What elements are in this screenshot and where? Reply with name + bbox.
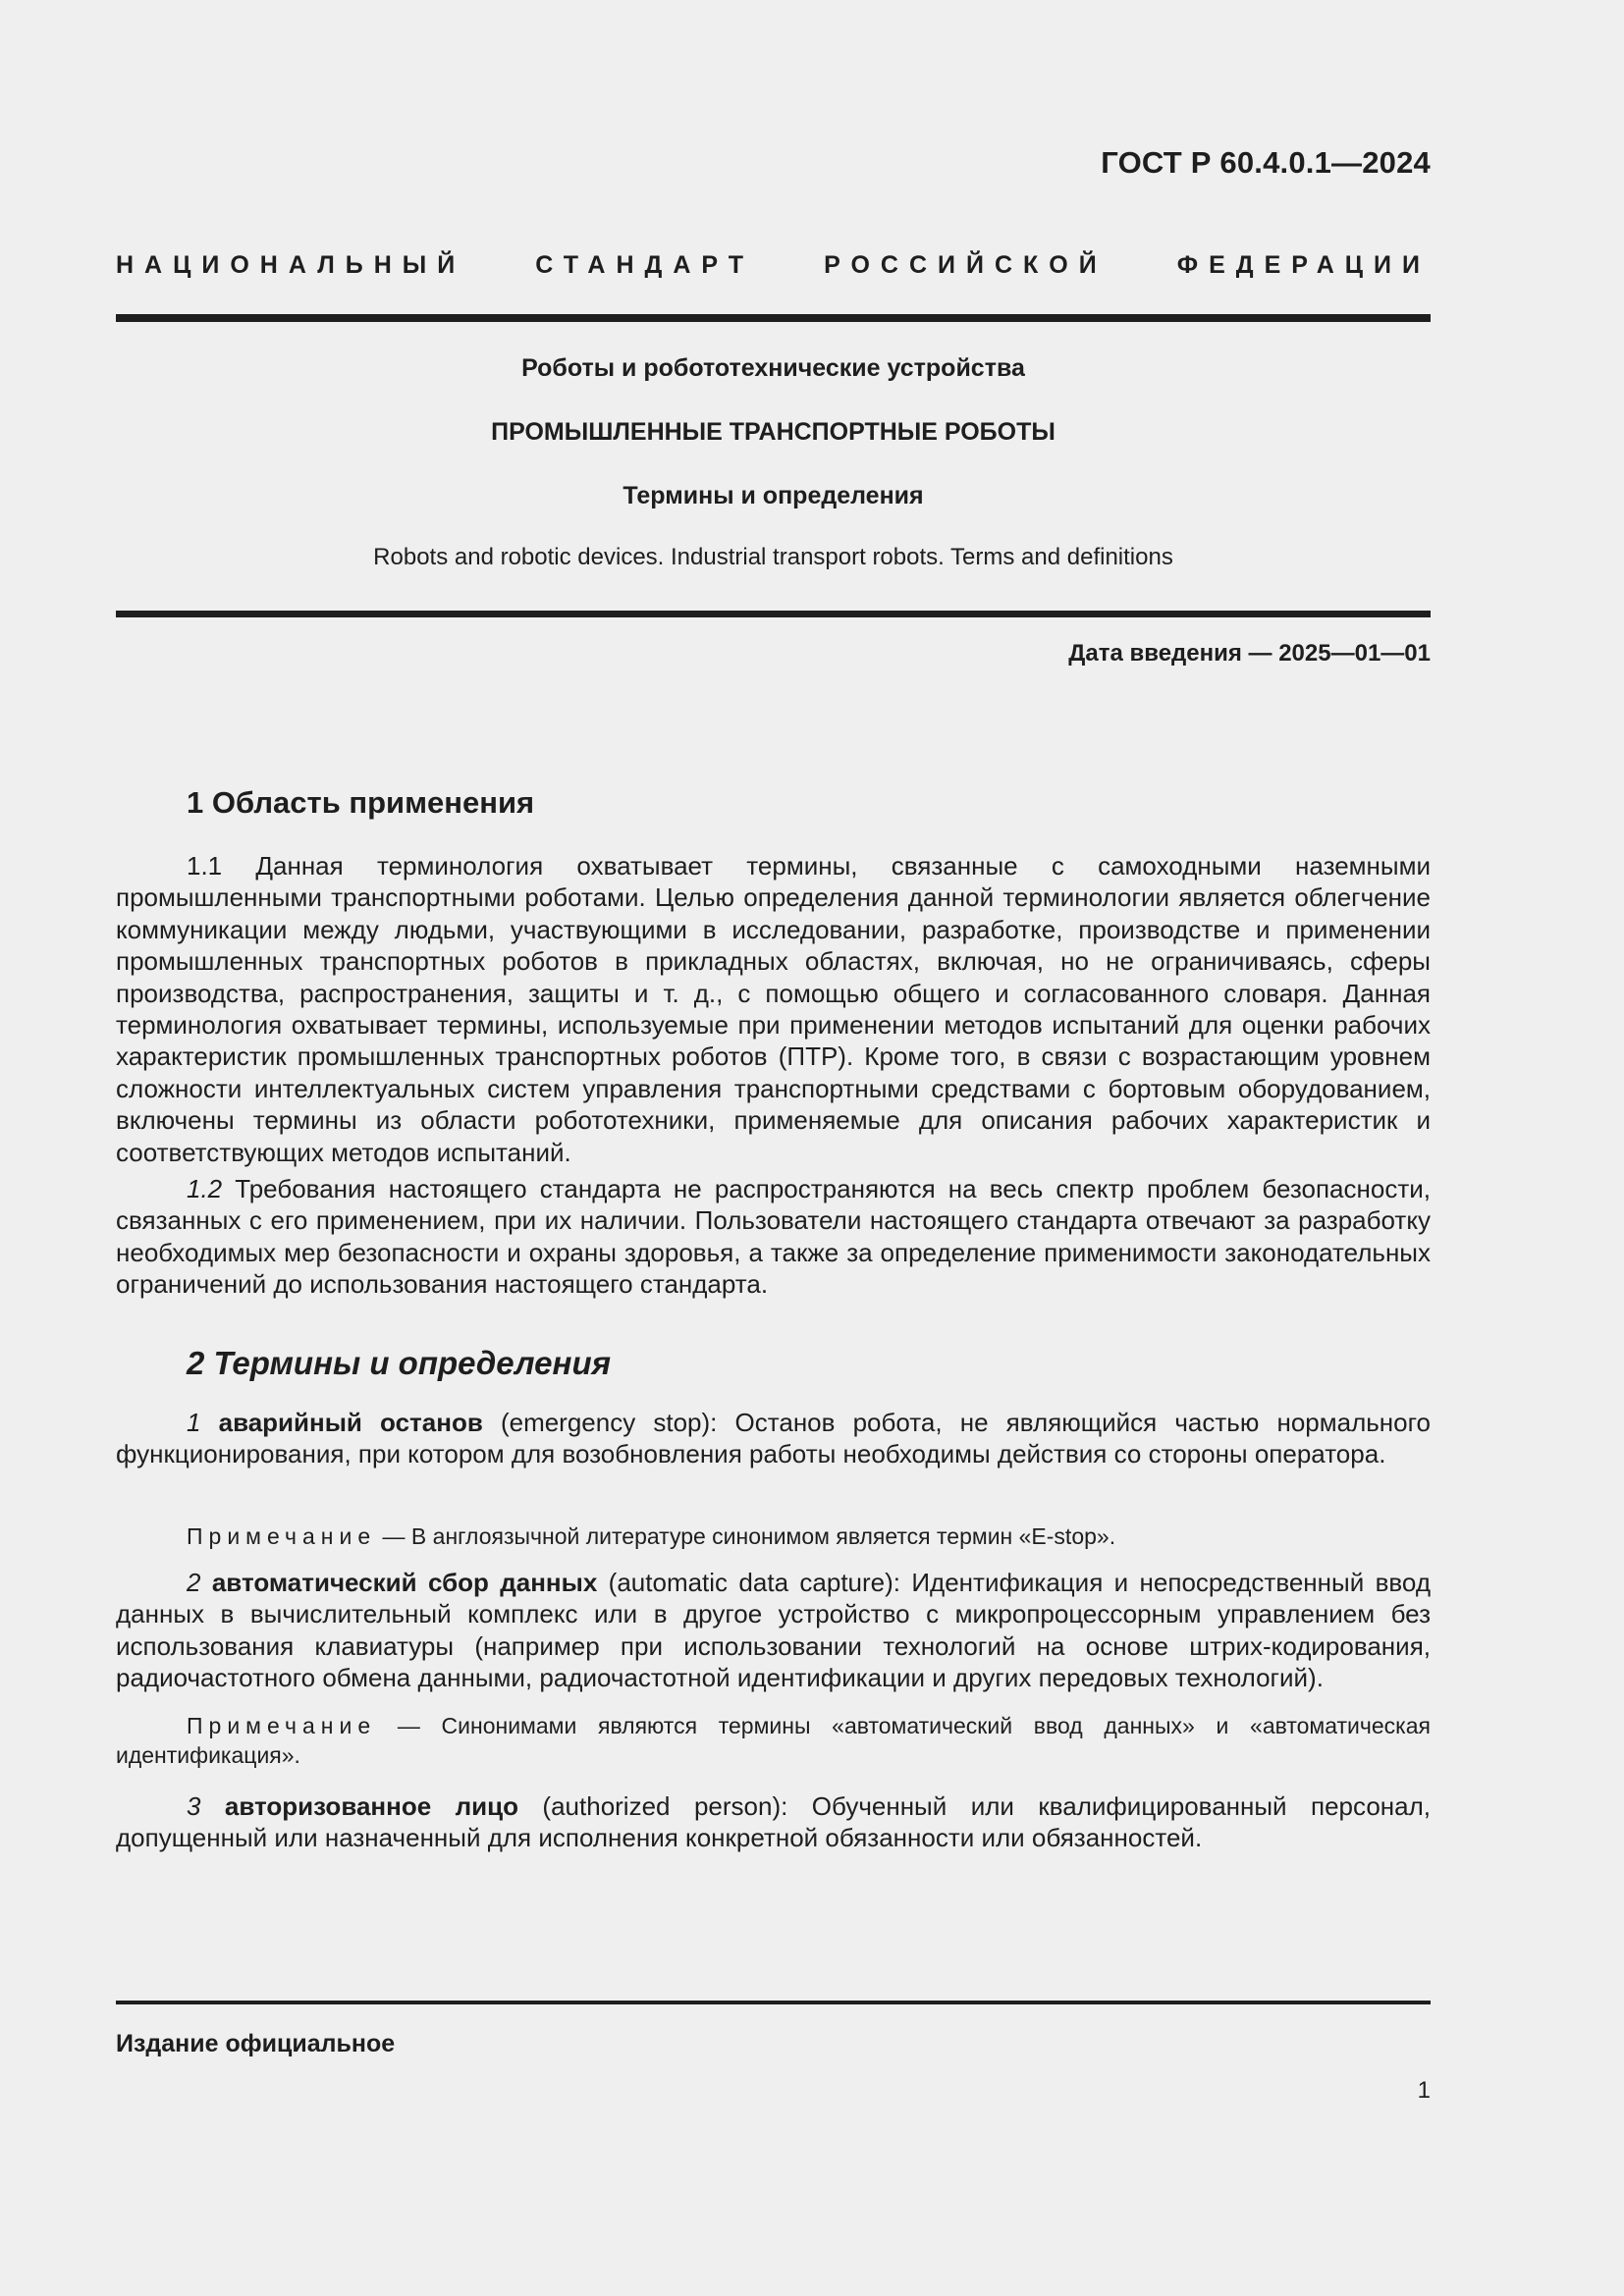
title-subtitle: Термины и определения (623, 482, 924, 509)
section-1-heading: 1 Область применения (187, 785, 535, 820)
term-definition: (automatic data capture): Идентификация и непосредственный ввод данных в вычислительный комплекс или в другое устройство с микропроцессорным управлением без использования клавиатуры (например при использовании технологий на основе штрих-кодирования, радиочастотного обмена данными, радиочастотной идентификации и других передовых технологий). (116, 1568, 1431, 1693)
top-rule (116, 314, 1431, 322)
term-name: аварийный останов (218, 1408, 483, 1437)
section-2-heading: 2 Термины и определения (187, 1345, 612, 1381)
term-name: автоматический сбор данных (211, 1568, 598, 1597)
note-label: Примечание (187, 1523, 377, 1549)
term-definition: (emergency stop): Останов робота, не являющийся частью нормального функционирования, при котором для возобновления работы необходимы действия со стороны оператора. (116, 1408, 1431, 1469)
paragraph-1-1: 1.1 Данная терминология охватывает термины, связанные с самоходными наземными промышленными транспортными роботами. Целью определения данной терминологии является облегчение коммуникации между людьми, участвующими в исследовании, разработке, производстве и применении промышленных транспортных роботов в прикладных областях, включая, но не ограничиваясь, сферы производства, распространения, защиты и т. д., с помощью общего и согласованного словаря. Данная терминология охватывает термины, используемые при применении методов испытаний для оценки рабочих характеристик промышленных транспортных роботов (ПТР). Кроме того, в связи с возрастающим уровнем сложности интеллектуальных систем управления транспортными средствами с бортовым оборудованием, включены термины из области робототехники, применяемые для описания рабочих характеристик и соответствующих методов испытаний. (116, 851, 1431, 1167)
term-entry-1 (116, 1407, 1431, 1470)
term-name: авторизованное лицо (224, 1791, 518, 1821)
footer-rule (116, 2001, 1431, 2004)
term-number: 2 (187, 1568, 201, 1597)
note-1 (116, 1522, 1431, 1551)
standard-designation: ГОСТ Р 60.4.0.1—2024 (1101, 145, 1431, 180)
term-number: 3 (187, 1791, 201, 1821)
paragraph-number: 1.2 (187, 1174, 223, 1203)
introduction-date: Дата введения — 2025—01—01 (1068, 640, 1431, 667)
title-english: Robots and robotic devices. Industrial transport robots. Terms and definitions (373, 544, 1173, 570)
note-text: — Синонимами являются термины «автоматический ввод данных» и «автоматическая идентификация». (116, 1713, 1431, 1768)
note-2 (116, 1711, 1431, 1770)
official-edition-label: Издание официальное (116, 2030, 396, 2057)
term-number: 1 (187, 1408, 201, 1437)
page-number: 1 (1417, 2077, 1431, 2104)
paragraph-text: Требования настоящего стандарта не распространяются на весь спектр проблем безопасности, связанных с его применением, при их наличии. Пользователи настоящего стандарта отвечают за разработку необходимых мер безопасности и охраны здоровья, а также за определение применимости законодательных ограничений до использования настоящего стандарта. (116, 1174, 1431, 1300)
term-entry-3 (116, 1790, 1431, 1854)
note-text: — В англоязычной литературе синонимом является термин «E-stop». (376, 1523, 1116, 1549)
title-series: Роботы и робототехнические устройства (521, 354, 1025, 382)
term-definition: (authorized person): Обученный или квалифицированный персонал, допущенный или назначенный для исполнения конкретной обязанности или обязанностей. (116, 1791, 1431, 1853)
title-rule (116, 611, 1431, 617)
note-label: Примечание (187, 1713, 377, 1738)
term-entry-2 (116, 1567, 1431, 1694)
national-standard-banner: НАЦИОНАЛЬНЫЙ СТАНДАРТ РОССИЙСКОЙ ФЕДЕРАЦИИ (116, 251, 1431, 279)
document-page (116, 0, 1431, 2296)
title-main: ПРОМЫШЛЕННЫЕ ТРАНСПОРТНЫЕ РОБОТЫ (491, 418, 1056, 446)
paragraph-1-2 (116, 1173, 1431, 1301)
